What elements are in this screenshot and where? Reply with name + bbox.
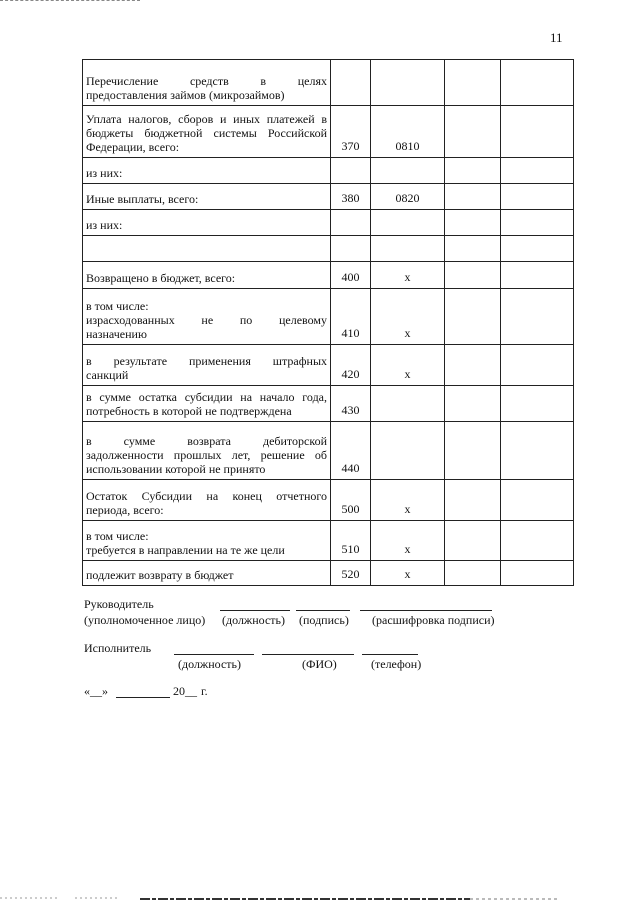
table-row xyxy=(83,262,574,289)
row-value: x xyxy=(371,289,445,345)
table-row xyxy=(83,345,574,386)
row-label: из них: xyxy=(86,218,123,232)
scan-bottom-edge xyxy=(0,895,640,901)
table-row xyxy=(83,480,574,521)
row-label-cell xyxy=(83,422,331,480)
head-sublabel: (уполномоченное лицо) xyxy=(84,613,206,627)
table-row xyxy=(83,561,574,586)
row-value: x xyxy=(371,521,445,561)
row-value xyxy=(371,60,445,106)
row-label: Остаток Субсидии на конец отчетного xyxy=(86,489,327,503)
row-label: подлежит возврату в бюджет xyxy=(86,568,234,582)
phone-caption: (телефон) xyxy=(371,657,422,671)
table-row xyxy=(83,422,574,480)
row-label-cell xyxy=(83,184,331,210)
row-code: 370 xyxy=(331,106,371,158)
table-row xyxy=(83,386,574,422)
row-label: периода, всего: xyxy=(86,503,164,517)
row-label: в сумме возврата дебиторской xyxy=(86,434,327,448)
row-code: 410 xyxy=(331,289,371,345)
date-year: 20__ xyxy=(173,684,197,698)
row-value: x xyxy=(371,480,445,521)
date-suffix: г. xyxy=(201,684,208,698)
row-code xyxy=(331,210,371,236)
row-label: назначению xyxy=(86,327,147,341)
row-label: бюджеты бюджетной системы Российской xyxy=(86,126,327,140)
executor-position-line xyxy=(174,654,254,655)
row-value: 0820 xyxy=(371,184,445,210)
table-row xyxy=(83,289,574,345)
row-label: из них: xyxy=(86,166,123,180)
row-label-cell xyxy=(83,60,331,106)
date-month-line xyxy=(116,697,170,698)
row-label: задолженности прошлых лет, решение об xyxy=(86,448,327,462)
row-code: 510 xyxy=(331,521,371,561)
row-label-cell xyxy=(83,386,331,422)
row-label-cell xyxy=(83,106,331,158)
row-label: предоставления займов (микрозаймов) xyxy=(86,88,285,102)
row-label-cell xyxy=(83,521,331,561)
fio-caption: (ФИО) xyxy=(302,657,337,671)
row-value xyxy=(371,386,445,422)
row-label-cell xyxy=(83,289,331,345)
row-label: в том числе: xyxy=(86,529,149,543)
table-row xyxy=(83,60,574,106)
signature-line xyxy=(296,610,350,611)
row-value: 0810 xyxy=(371,106,445,158)
row-label: израсходованных не по целевому xyxy=(86,313,327,327)
row-label: Возвращено в бюджет, всего: xyxy=(86,271,236,285)
row-label: в сумме остатка субсидии на начало года, xyxy=(86,390,327,404)
head-label: Руководитель xyxy=(84,597,154,611)
row-value: x xyxy=(371,561,445,586)
row-label-cell xyxy=(83,561,331,586)
decoding-line xyxy=(360,610,492,611)
row-label: в том числе: xyxy=(86,299,149,313)
row-code xyxy=(331,236,371,262)
table-row xyxy=(83,521,574,561)
page-number: 11 xyxy=(550,30,563,45)
row-value xyxy=(371,236,445,262)
row-code: 430 xyxy=(331,386,371,422)
row-label-cell xyxy=(83,210,331,236)
table-row xyxy=(83,210,574,236)
position-line xyxy=(220,610,290,611)
row-label: санкций xyxy=(86,368,129,382)
row-value xyxy=(371,158,445,184)
date-day: «__» xyxy=(84,684,108,698)
row-value xyxy=(371,210,445,236)
row-label-cell xyxy=(83,158,331,184)
row-value: x xyxy=(371,262,445,289)
position-caption: (должность) xyxy=(222,613,285,627)
signature-caption: (подпись) xyxy=(299,613,349,627)
executor-position-caption: (должность) xyxy=(178,657,241,671)
scan-edge-mark xyxy=(0,0,140,1)
row-label: в результате применения штрафных xyxy=(86,354,327,368)
row-code xyxy=(331,60,371,106)
executor-label: Исполнитель xyxy=(84,641,152,655)
fio-line xyxy=(262,654,354,655)
row-label-cell xyxy=(83,262,331,289)
row-code: 440 xyxy=(331,422,371,480)
row-label: потребность в которой не подтверждена xyxy=(86,404,292,418)
table-row xyxy=(83,236,574,262)
row-label-cell xyxy=(83,345,331,386)
row-label-cell xyxy=(83,236,331,262)
row-label: Иные выплаты, всего: xyxy=(86,192,199,206)
report-table xyxy=(82,59,574,586)
table-row xyxy=(83,106,574,158)
phone-line xyxy=(362,654,418,655)
row-code: 380 xyxy=(331,184,371,210)
row-code: 520 xyxy=(331,561,371,586)
row-value: x xyxy=(371,345,445,386)
table-row xyxy=(83,184,574,210)
row-code: 400 xyxy=(331,262,371,289)
decoding-caption: (расшифровка подписи) xyxy=(372,613,495,627)
row-code xyxy=(331,158,371,184)
row-code: 500 xyxy=(331,480,371,521)
row-label: использовании которой не принято xyxy=(86,462,266,476)
row-label: Уплата налогов, сборов и иных платежей в xyxy=(86,112,327,126)
row-label-cell xyxy=(83,480,331,521)
table-row xyxy=(83,158,574,184)
row-label: Федерации, всего: xyxy=(86,140,180,154)
row-label: требуется в направлении на те же цели xyxy=(86,543,285,557)
row-value xyxy=(371,422,445,480)
row-label: Перечисление средств в целях xyxy=(86,74,327,88)
row-code: 420 xyxy=(331,345,371,386)
